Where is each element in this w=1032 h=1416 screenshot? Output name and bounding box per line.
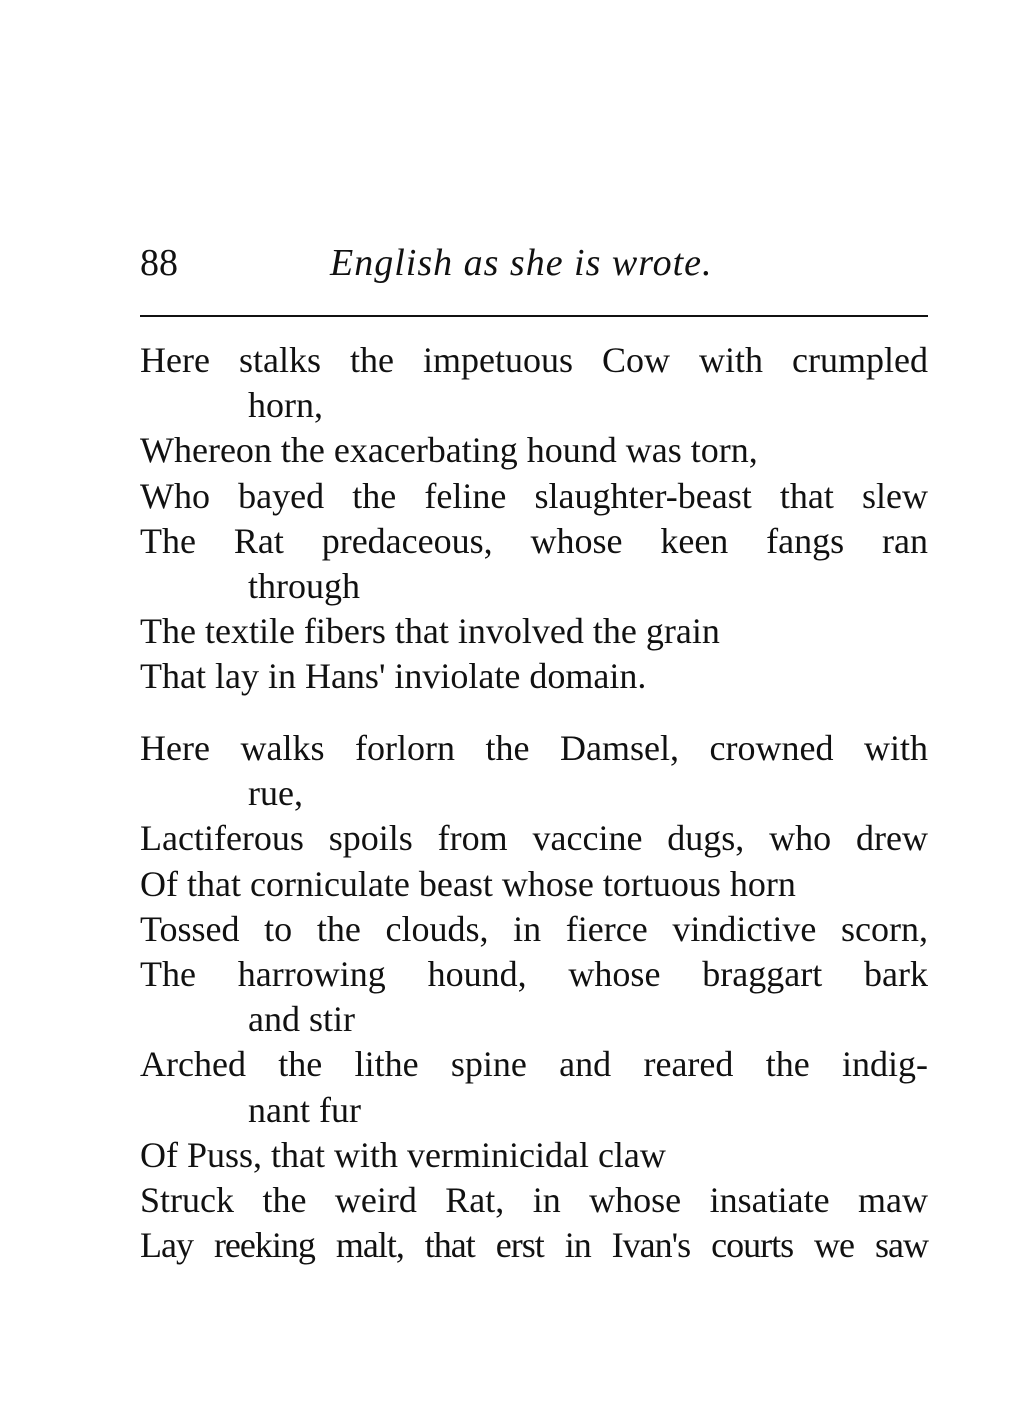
page-header [140, 238, 930, 288]
verse-line: Who bayed the feline slaughter-beast that slew [140, 475, 928, 516]
verse-line-continuation: through [248, 565, 360, 606]
verse-line: Whereon the exacerbating hound was torn, [140, 430, 758, 471]
stanza-1 [140, 338, 940, 700]
verse-line-continuation: and stir [248, 999, 355, 1040]
verse-line: Here walks forlorn the Damsel, crowned with [140, 728, 928, 768]
verse-line: Lactiferous spoils from vaccine dugs, who drew [140, 818, 928, 859]
verse-line: Here stalks the impetuous Cow with crumpled [140, 340, 928, 380]
verse-line: Lay reeking malt, that erst in Ivan's courts we saw [140, 1225, 928, 1266]
verse-line: Struck the weird Rat, in whose insatiate maw [140, 1179, 928, 1220]
header-rule [140, 315, 928, 317]
verse-line: The textile fibers that involved the grain [140, 611, 720, 652]
page-number: 88 [140, 242, 178, 284]
verse-line: Tossed to the clouds, in fierce vindictive scorn, [140, 908, 928, 949]
verse-line: The harrowing hound, whose braggart bark [140, 953, 928, 994]
verse-line-continuation: horn, [248, 385, 323, 426]
verse-line: The Rat predaceous, whose keen fangs ran [140, 520, 928, 561]
verse-line: Of that corniculate beast whose tortuous horn [140, 863, 796, 904]
verse-line: That lay in Hans' inviolate domain. [140, 656, 647, 697]
verse-line-continuation: rue, [248, 773, 303, 814]
verse-line: Arched the lithe spine and reared the indig- [140, 1044, 928, 1085]
running-title: English as she is wrote. [330, 242, 713, 284]
verse-line: Of Puss, that with verminicidal claw [140, 1134, 666, 1175]
stanza-2 [140, 726, 940, 1268]
verse-line-continuation: nant fur [248, 1089, 361, 1130]
